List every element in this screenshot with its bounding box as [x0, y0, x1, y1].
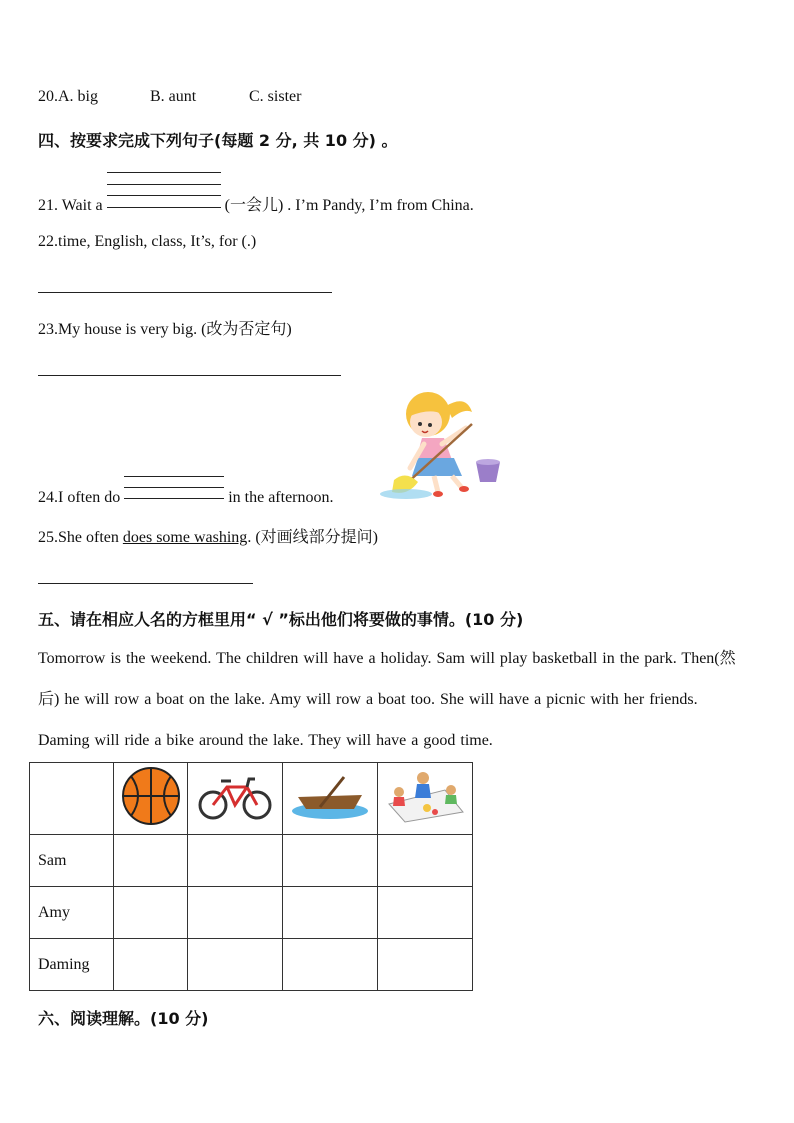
- daming-picnic-checkbox[interactable]: [378, 939, 473, 991]
- row-name-daming: Daming: [30, 939, 114, 991]
- q21-prefix: 21. Wait a: [38, 197, 103, 214]
- section-4-heading: 四、按要求完成下列句子(每题 2 分, 共 10 分) 。: [38, 131, 398, 150]
- daming-boat-checkbox[interactable]: [283, 939, 378, 991]
- amy-bike-checkbox[interactable]: [188, 887, 283, 939]
- sam-picnic-checkbox[interactable]: [378, 835, 473, 887]
- q25-answer-line[interactable]: [38, 583, 253, 584]
- girl-mopping-illustration: [380, 388, 510, 508]
- q25-underlined-phrase: does some washing: [122, 529, 248, 546]
- basketball-icon: [121, 766, 181, 826]
- q21-suffix: (一会儿) . I’m Pandy, I’m from China.: [224, 197, 474, 214]
- q24-answer-lines[interactable]: [124, 488, 224, 504]
- sam-bike-checkbox[interactable]: [188, 835, 283, 887]
- question-23: 23.My house is very big. (改为否定句): [38, 321, 292, 338]
- sam-boat-checkbox[interactable]: [283, 835, 378, 887]
- q22-answer-line[interactable]: [38, 292, 332, 293]
- question-24: [38, 488, 334, 507]
- picnic-header-cell: [378, 763, 473, 835]
- section-6-heading: 六、阅读理解。(10 分): [38, 1009, 209, 1028]
- boat-icon: [290, 771, 370, 821]
- picnic-icon: [383, 768, 467, 824]
- q24-prefix: 24.I often do: [38, 489, 121, 506]
- q25-suffix: . (对画线部分提问): [247, 529, 378, 546]
- row-name-amy: Amy: [30, 887, 114, 939]
- amy-basketball-checkbox[interactable]: [114, 887, 188, 939]
- basketball-header-cell: [114, 763, 188, 835]
- sam-basketball-checkbox[interactable]: [114, 835, 188, 887]
- amy-boat-checkbox[interactable]: [283, 887, 378, 939]
- bike-icon: [197, 771, 273, 821]
- activity-table: [29, 762, 473, 991]
- section-5-heading: 五、请在相应人名的方框里用“ √ ”标出他们将要做的事情。(10 分): [38, 610, 524, 629]
- q24-suffix: in the afternoon.: [228, 489, 334, 506]
- question-21: [38, 192, 474, 215]
- daming-bike-checkbox[interactable]: [188, 939, 283, 991]
- row-name-sam: Sam: [30, 835, 114, 887]
- question-22: 22.time, English, class, It’s, for (.): [38, 233, 257, 250]
- question-20: [38, 88, 301, 106]
- section-5-passage: Tomorrow is the weekend. The children will have a holiday. Sam will play basketball in the park. Then(然后) he will row a boat on the lake. Amy will row a boat too. She will have a picnic with her friends. Daming will ride a bike around the lake. They will have a good time.: [38, 650, 736, 749]
- q20-option-a: A. big: [58, 88, 98, 105]
- q21-answer-lines[interactable]: [107, 196, 221, 212]
- q20-number: 20.: [38, 88, 58, 105]
- table-corner-cell: [30, 763, 114, 835]
- q20-option-c: C. sister: [249, 88, 302, 105]
- question-25: [38, 524, 378, 547]
- amy-picnic-checkbox[interactable]: [378, 887, 473, 939]
- bike-header-cell: [188, 763, 283, 835]
- daming-basketball-checkbox[interactable]: [114, 939, 188, 991]
- q20-option-b: B. aunt: [150, 88, 197, 105]
- q23-answer-line[interactable]: [38, 375, 341, 376]
- boat-header-cell: [283, 763, 378, 835]
- q25-prefix: 25.She often: [38, 529, 123, 546]
